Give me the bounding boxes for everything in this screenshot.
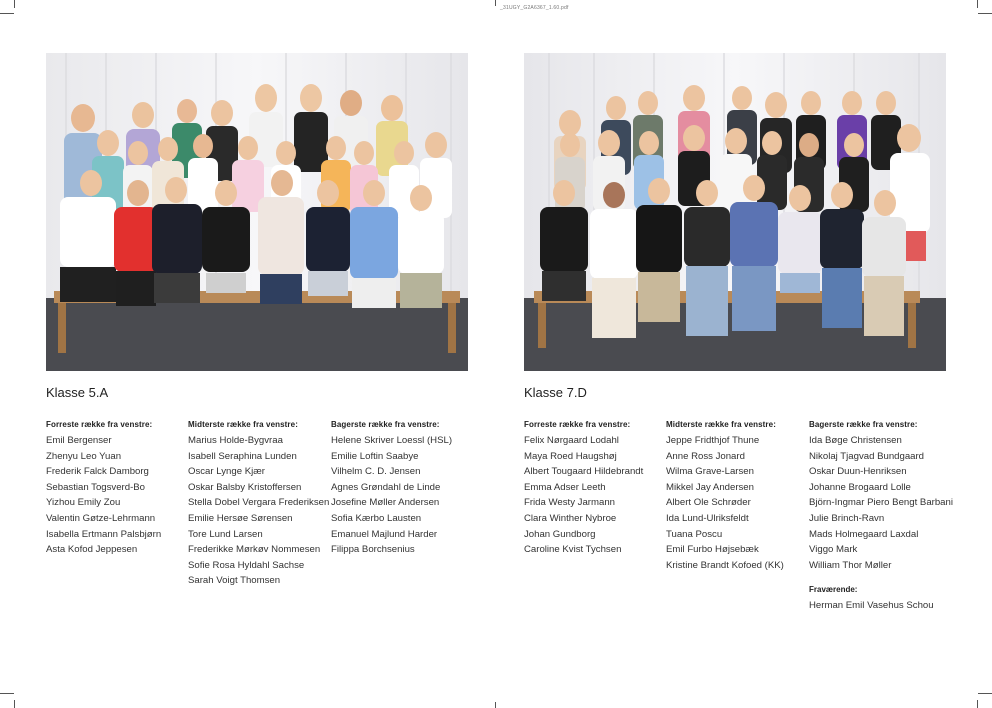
crop-mark bbox=[495, 702, 496, 708]
student-name: Frida Westy Jarmann bbox=[524, 497, 615, 509]
student-name: Nikolaj Tjagvad Bundgaard bbox=[809, 450, 925, 462]
student-name: Oscar Lynge Kjær bbox=[188, 466, 265, 478]
student-name: Josefine Møller Andersen bbox=[331, 497, 440, 509]
student-name: Emilie Hersøe Sørensen bbox=[188, 512, 293, 524]
student-name: Stella Dobel Vergara Frederiksen bbox=[188, 497, 330, 509]
student-name: Albert Ole Schrøder bbox=[666, 497, 751, 509]
student-name: Asta Kofod Jeppesen bbox=[46, 544, 138, 556]
student-name: Kristine Brandt Kofoed (KK) bbox=[666, 559, 784, 571]
crop-mark bbox=[977, 0, 978, 8]
class-photo-illustration bbox=[46, 53, 468, 371]
student-name: Johan Gundborg bbox=[524, 528, 596, 540]
student-name: Julie Brinch-Ravn bbox=[809, 512, 885, 524]
student-name: Frederikke Mørkøv Nommesen bbox=[188, 544, 321, 556]
student-name: Clara Winther Nybroe bbox=[524, 512, 617, 524]
student-name: Caroline Kvist Tychsen bbox=[524, 544, 622, 556]
student-name: Yizhou Emily Zou bbox=[46, 497, 121, 509]
student-name: Sofie Rosa Hyldahl Sachse bbox=[188, 559, 305, 571]
column-heading: Forreste række fra venstre: bbox=[46, 420, 153, 429]
student-name: Valentin Gøtze-Lehrmann bbox=[46, 512, 156, 524]
class-photo-7d bbox=[524, 53, 946, 371]
student-name: Filippa Borchsenius bbox=[331, 544, 415, 556]
column-heading: Midterste række fra venstre: bbox=[666, 420, 776, 429]
student-name: Maya Roed Haugshøj bbox=[524, 450, 617, 462]
student-name: Agnes Grøndahl de Linde bbox=[331, 481, 441, 493]
crop-mark bbox=[978, 13, 992, 14]
student-name: Vilhelm C. D. Jensen bbox=[331, 466, 421, 478]
student-name: Mads Holmegaard Laxdal bbox=[809, 528, 919, 540]
student-name: Björn-Ingmar Piero Bengt Barbani bbox=[809, 497, 953, 509]
column-heading: Midterste række fra venstre: bbox=[188, 420, 298, 429]
student-name: Sebastian Togsverd-Bo bbox=[46, 481, 146, 493]
student-name: Albert Tougaard Hildebrandt bbox=[524, 466, 644, 478]
absent-heading: Fraværende: bbox=[809, 585, 858, 595]
student-name: Emilie Loftin Saabye bbox=[331, 450, 419, 462]
absent-student-name: Herman Emil Vasehus Schou bbox=[809, 600, 934, 612]
crop-mark bbox=[14, 0, 15, 8]
student-name: Tore Lund Larsen bbox=[188, 528, 263, 540]
student-name: Oskar Balsby Kristoffersen bbox=[188, 481, 302, 493]
student-name: Emanuel Majlund Harder bbox=[331, 528, 438, 540]
student-name: Johanne Brogaard Lolle bbox=[809, 481, 911, 493]
back-row-column bbox=[809, 420, 979, 614]
column-heading: Bagerste række fra venstre: bbox=[331, 420, 440, 429]
student-name: Emil Bergenser bbox=[46, 435, 112, 446]
back-row-column bbox=[331, 420, 481, 558]
class-photo-5a bbox=[46, 53, 468, 371]
middle-row-column bbox=[666, 420, 816, 573]
middle-row-column bbox=[188, 420, 338, 589]
student-name: Frederik Falck Damborg bbox=[46, 466, 149, 478]
crop-mark bbox=[14, 700, 15, 708]
student-name: Oskar Duun-Henriksen bbox=[809, 466, 907, 478]
crop-mark bbox=[978, 693, 992, 694]
front-row-column bbox=[46, 420, 196, 558]
student-name: Isabell Seraphina Lunden bbox=[188, 450, 297, 462]
class-title: Klasse 5.A bbox=[46, 385, 109, 400]
column-heading: Bagerste række fra venstre: bbox=[809, 420, 918, 429]
student-name: Sofia Kærbo Lausten bbox=[331, 512, 422, 524]
student-name: Viggo Mark bbox=[809, 544, 858, 556]
student-name: William Thor Møller bbox=[809, 559, 892, 571]
crop-mark bbox=[977, 700, 978, 708]
student-name: Ida Bøge Christensen bbox=[809, 435, 902, 446]
crop-mark bbox=[495, 0, 496, 6]
crop-mark bbox=[0, 13, 14, 14]
print-filename: _31UGY_G2A6367_1.60.pdf bbox=[500, 5, 569, 11]
class-title: Klasse 7.D bbox=[524, 385, 587, 400]
student-name: Zhenyu Leo Yuan bbox=[46, 450, 122, 462]
student-name: Ida Lund-Ulriksfeldt bbox=[666, 512, 749, 524]
student-name: Isabella Ertmann Palsbjørn bbox=[46, 528, 162, 540]
crop-mark bbox=[0, 693, 14, 694]
student-name: Emil Furbo Højsebæk bbox=[666, 544, 759, 556]
student-name: Sarah Voigt Thomsen bbox=[188, 575, 281, 587]
student-name: Helene Skriver Loessl (HSL) bbox=[331, 435, 453, 446]
student-name: Tuana Poscu bbox=[666, 528, 723, 540]
student-name: Emma Adser Leeth bbox=[524, 481, 606, 493]
student-name: Marius Holde-Bygvraa bbox=[188, 435, 283, 446]
student-name: Jeppe Fridthjof Thune bbox=[666, 435, 760, 446]
front-row-column bbox=[524, 420, 674, 558]
student-name: Felix Nørgaard Lodahl bbox=[524, 435, 619, 446]
student-name: Wilma Grave-Larsen bbox=[666, 466, 754, 478]
class-photo-illustration bbox=[524, 53, 946, 371]
student-name: Anne Ross Jonard bbox=[666, 450, 745, 462]
student-name: Mikkel Jay Andersen bbox=[666, 481, 754, 493]
column-heading: Forreste række fra venstre: bbox=[524, 420, 631, 429]
